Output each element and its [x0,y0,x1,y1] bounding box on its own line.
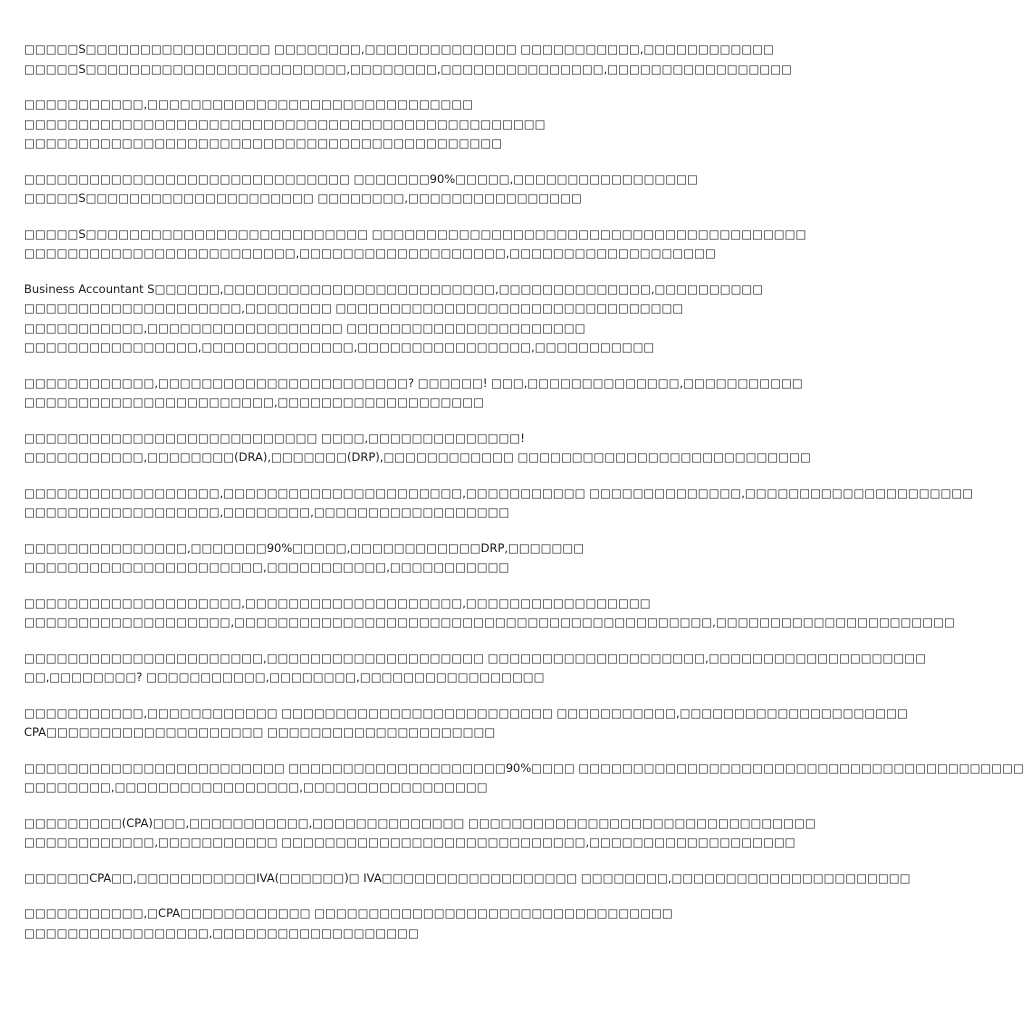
text-line: □□□□□S□□□□□□□□□□□□□□□□□□□□□ □□□□□□□□,□□□□□□□□□□□□□□□□ [24,191,582,205]
text-line: □□□□□□□□□□□□□□□□□□□,□□□□□□□□□□□□□□□□□□□□□□□□□□□□□□□□□□□□□□□□□□□□,□□□□□□□□□□□□□□□□□□□□□□ [24,615,955,629]
text-line: Business Accountant S□□□□□□,□□□□□□□□□□□□□□□□□□□□□□□□□,□□□□□□□□□□□□□□,□□□□□□□□□□ [24,281,764,296]
text-line: □□□□□□□□□□□□□□□□□□□□□□□□□□□□□□ □□□□□□□90%□□□□□,□□□□□□□□□□□□□□□□□ [24,171,698,186]
text-line: □□□□□□□□□□□□□□□□□□□□□□□□ □□□□□□□□□□□□□□□□□□□□90%□□□□ □□□□□□□□□□□□□□□□□□□□□□□□□□□□□□□□□□□□□□□□□ [24,760,1024,775]
text-line: □□□□□□□□□□□□□□□□□□□□,□□□□□□□□ □□□□□□□□□□□□□□□□□□□□□□□□□□□□□□□□ [24,301,684,315]
text-line: □□□□□□□□□□□□□□□□□□,□□□□□□□□□□□□□□□□□□□□□□,□□□□□□□□□□□ □□□□□□□□□□□□□□,□□□□□□□□□□□□□□□□□□□□□ [24,485,974,500]
paragraph [24,594,955,633]
paragraph [24,280,764,358]
text-line: □□□□□□□□□□□□□□□□□□□□□□□□□,□□□□□□□□□□□□□□□□□□□,□□□□□□□□□□□□□□□□□□□ [24,246,716,260]
paragraph [24,170,696,209]
paragraph [24,704,908,743]
text-line: CPA□□□□□□□□□□□□□□□□□□□□ □□□□□□□□□□□□□□□□□□□□□ [24,725,496,739]
text-line: □□□□□□□□□□□□□□□□□□□□□□□□□□□□□□□□□□□□□□□□□□□□ [24,136,503,150]
paragraph [24,374,803,413]
text-line: □□□□□□□□□□□□□□□□□□□□□□,□□□□□□□□□□□,□□□□□□□□□□□ [24,560,510,574]
text-line: □□□□□S□□□□□□□□□□□□□□□□□□□□□□□□□□ □□□□□□□□□□□□□□□□□□□□□□□□□□□□□□□□□□□□□□□□ [24,226,807,241]
text-line: □□□□□S□□□□□□□□□□□□□□□□□ □□□□□□□□,□□□□□□□□□□□□□□ □□□□□□□□□□□,□□□□□□□□□□□□ [24,42,774,56]
text-line: □□□□□□□□□□□,□□□□□□□□□□□□□□□□□□□□□□□□□□□□□□ [24,97,474,111]
text-line: □□□□□□□□□□□□□□□,□□□□□□□90%□□□□□,□□□□□□□□□□□□DRP,□□□□□□□ [24,540,585,555]
document-body [24,40,1024,959]
paragraph [24,904,696,943]
text-line: □□□□□□□□□□□□□□□□□,□□□□□□□□□□□□□□□□□□□ [24,925,419,940]
text-line: □□□□□□□□,□□□□□□□□□□□□□□□□□,□□□□□□□□□□□□□□□□□ [24,780,488,794]
text-line: □□□□□□□□□□□,□□□□□□□□□□□□ □□□□□□□□□□□□□□□□□□□□□□□□□ □□□□□□□□□□□,□□□□□□□□□□□□□□□□□□□□□ [24,705,908,720]
text-line: □□□□□□□□□□□□,□□□□□□□□□□□ □□□□□□□□□□□□□□□□□□□□□□□□□□□□,□□□□□□□□□□□□□□□□□□□ [24,835,796,849]
text-line: □□□□□□□□□□□,□□□□□□□□(DRA),□□□□□□□(DRP),□□□□□□□□□□□□ □□□□□□□□□□□□□□□□□□□□□□□□□□□ [24,450,811,464]
text-line: □□□□□S□□□□□□□□□□□□□□□□□□□□□□□□,□□□□□□□□,□□□□□□□□□□□□□□□,□□□□□□□□□□□□□□□□□ [24,61,792,76]
text-line: □□□□□□□□□□□□□□□□□□□□□□□□□□□□□□□□□□□□□□□□□□□□□□□□ [24,116,546,131]
text-line: □□,□□□□□□□□? □□□□□□□□□□□,□□□□□□□□,□□□□□□□□□□□□□□□□□ [24,670,545,684]
text-line: □□□□□□□□□□□□□□□□□□□□□□,□□□□□□□□□□□□□□□□□□□□ □□□□□□□□□□□□□□□□□□□□,□□□□□□□□□□□□□□□□□□□□ [24,650,926,665]
paragraph [24,649,926,688]
paragraph [24,429,811,468]
text-line: □□□□□□□□□□□□□□□□□□□□□□□,□□□□□□□□□□□□□□□□□□□ [24,395,485,409]
paragraph [24,869,911,889]
paragraph [24,95,696,154]
text-line: □□□□□□□□□□□□□□□□,□□□□□□□□□□□□□□,□□□□□□□□□□□□□□□□,□□□□□□□□□□□ [24,340,655,354]
paragraph [24,539,696,578]
text-line: □□□□□□□□□□□□□□□□□□□□□□□□□□□ □□□□,□□□□□□□□□□□□□□! [24,430,525,445]
text-line: □□□□□□CPA□□,□□□□□□□□□□□IVA(□□□□□□)□ IVA□□□□□□□□□□□□□□□□□□ □□□□□□□□,□□□□□□□□□□□□□□□□□□□□□□ [24,870,911,885]
text-line: □□□□□□□□□□□□□□□□□□□□,□□□□□□□□□□□□□□□□□□□□,□□□□□□□□□□□□□□□□□ [24,595,651,610]
paragraph [24,759,1024,798]
text-line: □□□□□□□□□(CPA)□□□,□□□□□□□□□□□,□□□□□□□□□□□□□□ □□□□□□□□□□□□□□□□□□□□□□□□□□□□□□□□ [24,815,816,830]
paragraph [24,814,816,853]
text-line: □□□□□□□□□□□,□CPA□□□□□□□□□□□□ □□□□□□□□□□□□□□□□□□□□□□□□□□□□□□□□□ [24,906,673,920]
paragraph [24,40,792,79]
text-line: □□□□□□□□□□□□□□□□□□,□□□□□□□□,□□□□□□□□□□□□□□□□□□ [24,505,510,519]
text-line: □□□□□□□□□□□□,□□□□□□□□□□□□□□□□□□□□□□□? □□□□□□! □□□,□□□□□□□□□□□□□□,□□□□□□□□□□□ [24,375,803,390]
text-line: □□□□□□□□□□□,□□□□□□□□□□□□□□□□□□ □□□□□□□□□□□□□□□□□□□□□□ [24,320,586,335]
paragraph [24,225,807,264]
paragraph [24,484,974,523]
